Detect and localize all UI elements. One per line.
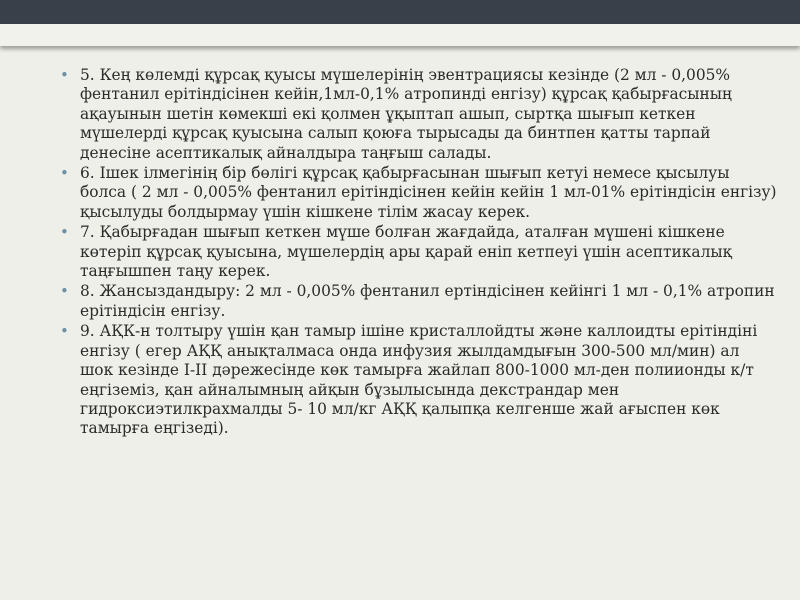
bullet-icon: • (60, 322, 69, 341)
list-item-9 (57, 322, 777, 438)
bullet-icon: • (60, 164, 69, 183)
list-item-6 (57, 164, 777, 222)
list-item-8 (57, 282, 777, 321)
bullet-icon: • (60, 282, 69, 301)
bullet-icon: • (60, 223, 69, 242)
list-item-text: 8. Жансыздандыру: 2 мл - 0,005% фентанил ертіндісінен кейінгі 1 мл - 0,1% атропин ерітіндісін енгізу. (80, 282, 775, 320)
bullet-icon: • (60, 66, 69, 84)
slide-content (57, 66, 777, 440)
header-stripe (0, 24, 800, 46)
list-item-7 (57, 223, 777, 281)
list-item-text: 9. АҚК-н толтыру үшін қан тамыр ішіне кристаллойдты және каллоидты ерітіндіні енгізу ( егер АҚҚ анықталмаса онда инфузия жылдамдығын 300-500 мл/мин) ал шок кезінде І-ІІ дәрежесінде көк тамырға жайлап 800-1000 мл-ден полиионды к/т еңгіземіз, қан айналымның айқын бұзылысында декстрандар мен гидроксиэтилкрахмалды 5- 10 мл/кг АҚҚ қалыпқа келгенше жай ағыспен көк тамырға еңгізеді). (80, 322, 758, 438)
list-item-text: 6. Ішек ілмегінің бір бөлігі құрсақ қабырғасынан шығып кетуі немесе қысылуы болса ( 2 мл - 0,005% фентанил ерітіндісінен кейін кейін 1 мл-01% ерітіндісін енгізу) қысылуды болдырмау үшін кішкене тілім жасау керек. (80, 164, 777, 221)
list-item-text: 7. Қабырғадан шығып кеткен мүше болған жағдайда, аталған мүшені кішкене көтеріп құрсақ қуысына, мүшелердің ары қарай еніп кетпеуі үшін асептикалық таңғышпен таңу керек. (80, 223, 732, 281)
list-item-5 (57, 66, 777, 163)
list-item-text: 5. Кең көлемді құрсақ қуысы мүшелерінің эвентрациясы кезінде (2 мл - 0,005% фентанил ерітіндісінен кейін,1мл-0,1% атропинді енгізу) құрсақ қабырғасының ақауынын шетін көмекші екі қолмен ұқыптап ашып, сыртқа шығып кеткен мүшелерді құрсақ қуысына салып қоюға тырысады да бинтпен қатты тарпай денесіне асептикалық айналдыра таңғыш салады. (80, 66, 732, 162)
top-header-bar (0, 0, 800, 24)
